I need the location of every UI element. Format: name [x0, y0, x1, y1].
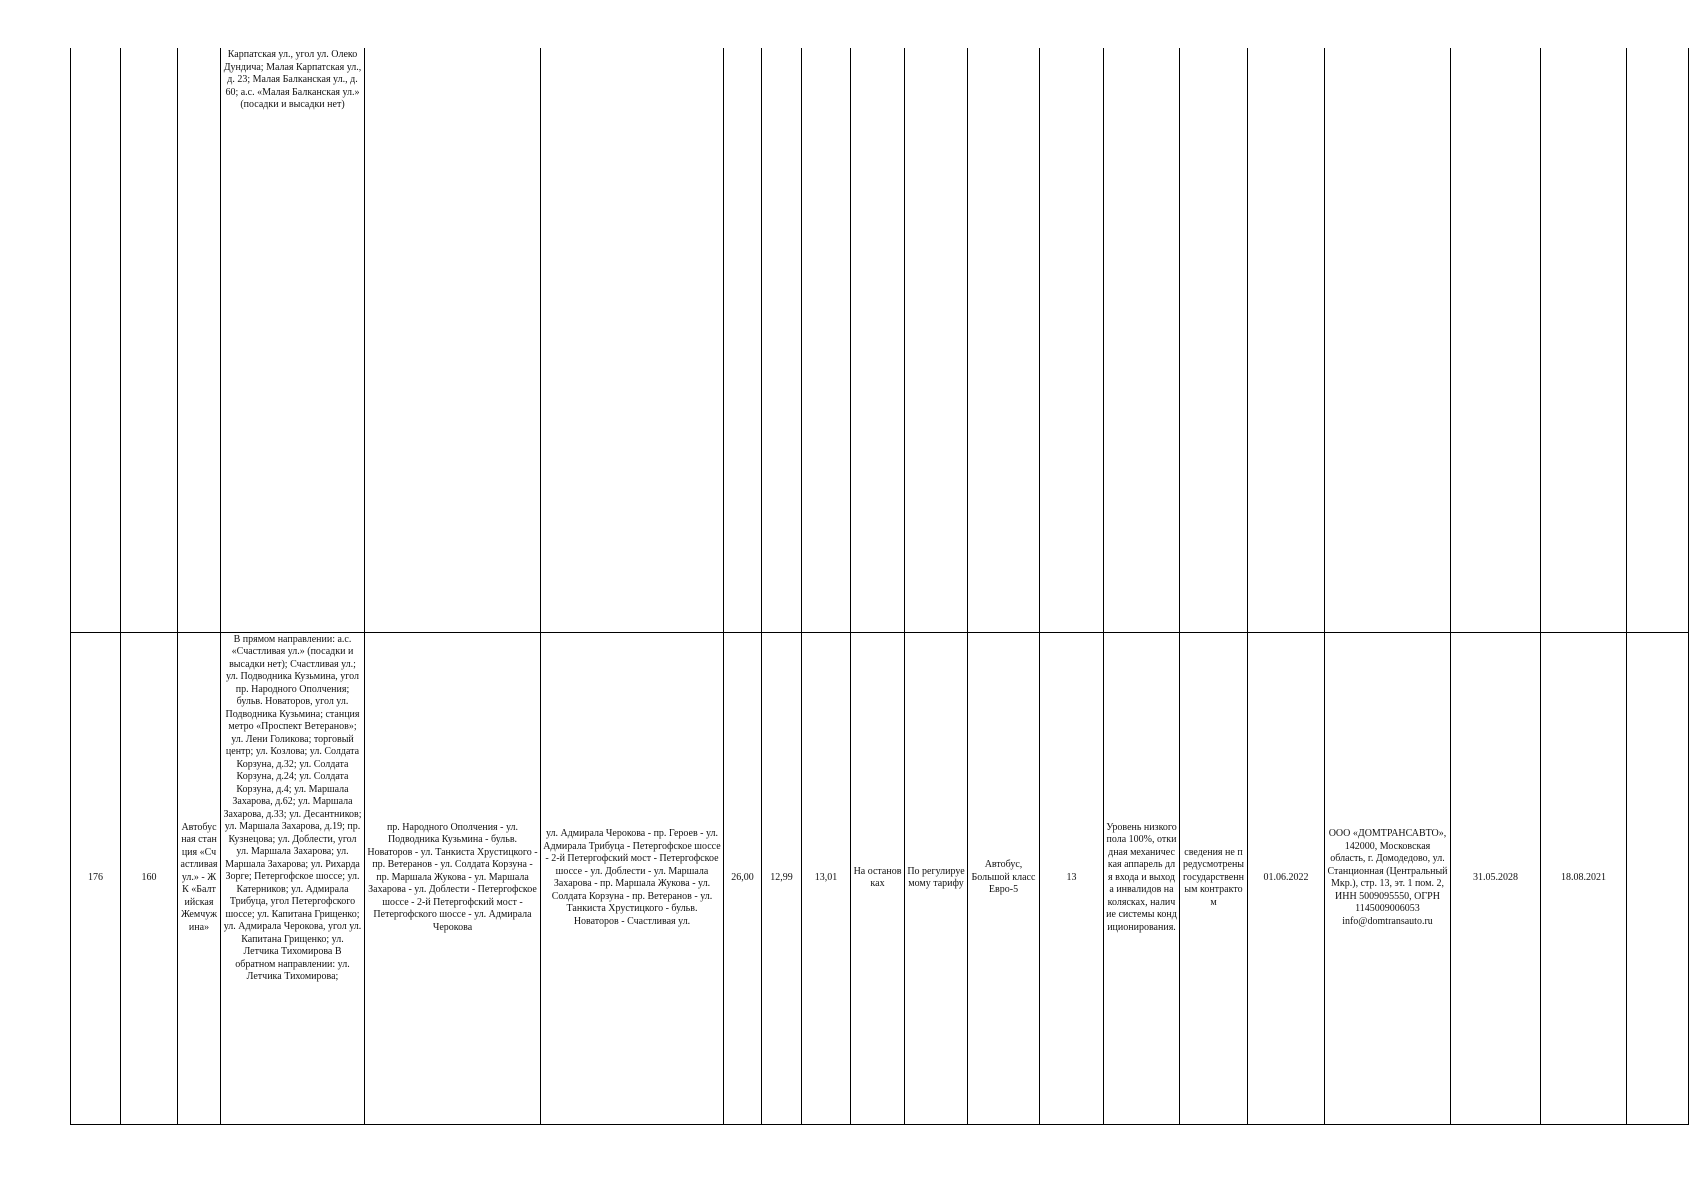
streets-forward-cell — [365, 48, 541, 632]
characteristics-cell — [1104, 48, 1180, 632]
route-number-cell — [71, 48, 121, 632]
registry-number-cell: 160 — [121, 632, 178, 1124]
extra-cell — [1627, 632, 1689, 1124]
carrier-cell: ООО «ДОМТРАНСАВТО», 142000, Московская область, г. Домодедово, ул. Станционная (Центральный Мкр.), стр. 13, эт. 1 пом. 2, ИНН 5009095550, ОГРН 1145009006053 info@domtransauto.ru — [1325, 632, 1451, 1124]
end-date-cell: 31.05.2028 — [1451, 632, 1541, 1124]
vehicle-count-cell — [1040, 48, 1104, 632]
stop-order-cell — [851, 48, 905, 632]
table-row — [71, 48, 1689, 632]
tariff-cell: По регулируемому тарифу — [905, 632, 968, 1124]
vehicle-cell: Автобус, Большой класс Евро-5 — [968, 632, 1040, 1124]
streets-forward-cell: пр. Народного Ополчения - ул. Подводника Кузьмина - бульв. Новаторов - ул. Танкиста Хрустицкого - пр. Ветеранов - ул. Солдата Корзуна - пр. Маршала Жукова - ул. Маршала Захарова - ул. Доблести - Петергофское шоссе - 2-й Петергофский мост - Петергофского шоссе - ул. Адмирала Черокова — [365, 632, 541, 1124]
carrier-cell — [1325, 48, 1451, 632]
stop-order-cell: На остановках — [851, 632, 905, 1124]
end-date-cell — [1451, 48, 1541, 632]
length-forward-cell: 26,00 — [724, 632, 762, 1124]
contract-cell: сведения не предусмотрены государственным контрактом — [1180, 632, 1248, 1124]
tariff-cell — [905, 48, 968, 632]
route-name-cell: Автобусная станция «Счастливая ул.» - ЖК «Балтийская Жемчужина» — [178, 632, 221, 1124]
approval-date-cell: 18.08.2021 — [1541, 632, 1627, 1124]
characteristics-cell: Уровень низкого пола 100%, откидная механическая аппарель для входа и выхода инвалидов на колясках, наличие системы кондиционирования. — [1104, 632, 1180, 1124]
stops-cell: Карпатская ул., угол ул. Олеко Дундича; Малая Карпатская ул., д. 23; Малая Балканская ул., д. 60; а.с. «Малая Балканская ул.» (посадки и высадки нет) — [221, 48, 365, 632]
contract-cell — [1180, 48, 1248, 632]
streets-backward-cell — [541, 48, 724, 632]
stops-cell: В прямом направлении: а.с. «Счастливая ул.» (посадки и высадки нет); Счастливая ул.; ул. Подводника Кузьмина, угол пр. Народного Ополчения; бульв. Новаторов, угол ул. Подводника Кузьмина; станция метро «Проспект Ветеранов»; ул. Лени Голикова; торговый центр; ул. Козлова; ул. Солдата Корзуна, д.32; ул. Солдата Корзуна, д.24; ул. Солдата Корзуна, д.4; ул. Маршала Захарова, д.62; ул. Маршала Захарова, д.33; ул. Десантников; ул. Маршала Захарова, д.19; пр. Кузнецова; ул. Доблести, угол ул. Маршала Захарова; ул. Маршала Захарова; ул. Рихарда Зорге; Петергофское шоссе; ул. Катерников; ул. Адмирала Трибуца, угол Петергофского шоссе; ул. Капитана Грищенко; ул. Адмирала Черокова, угол ул. Капитана Грищенко; ул. Летчика Тихомирова В обратном направлении: ул. Летчика Тихомирова; — [221, 632, 365, 1124]
routes-table — [70, 48, 1689, 1125]
start-date-cell — [1248, 48, 1325, 632]
registry-number-cell — [121, 48, 178, 632]
route-name-cell — [178, 48, 221, 632]
length-total-cell: 13,01 — [802, 632, 851, 1124]
streets-backward-cell: ул. Адмирала Черокова - пр. Героев - ул. Адмирала Трибуца - Петергофское шоссе - 2-й Петергофский мост - Петергофское шоссе - ул. Доблести - ул. Маршала Захарова - пр. Маршала Жукова - ул. Солдата Корзуна - пр. Ветеранов - ул. Танкиста Хрустицкого - бульв. Новаторов - Счастливая ул. — [541, 632, 724, 1124]
route-number-cell: 176 — [71, 632, 121, 1124]
vehicle-cell — [968, 48, 1040, 632]
start-date-cell: 01.06.2022 — [1248, 632, 1325, 1124]
length-backward-cell — [762, 48, 802, 632]
length-backward-cell: 12,99 — [762, 632, 802, 1124]
table-row — [71, 632, 1689, 1124]
extra-cell — [1627, 48, 1689, 632]
length-total-cell — [802, 48, 851, 632]
vehicle-count-cell: 13 — [1040, 632, 1104, 1124]
length-forward-cell — [724, 48, 762, 632]
approval-date-cell — [1541, 48, 1627, 632]
